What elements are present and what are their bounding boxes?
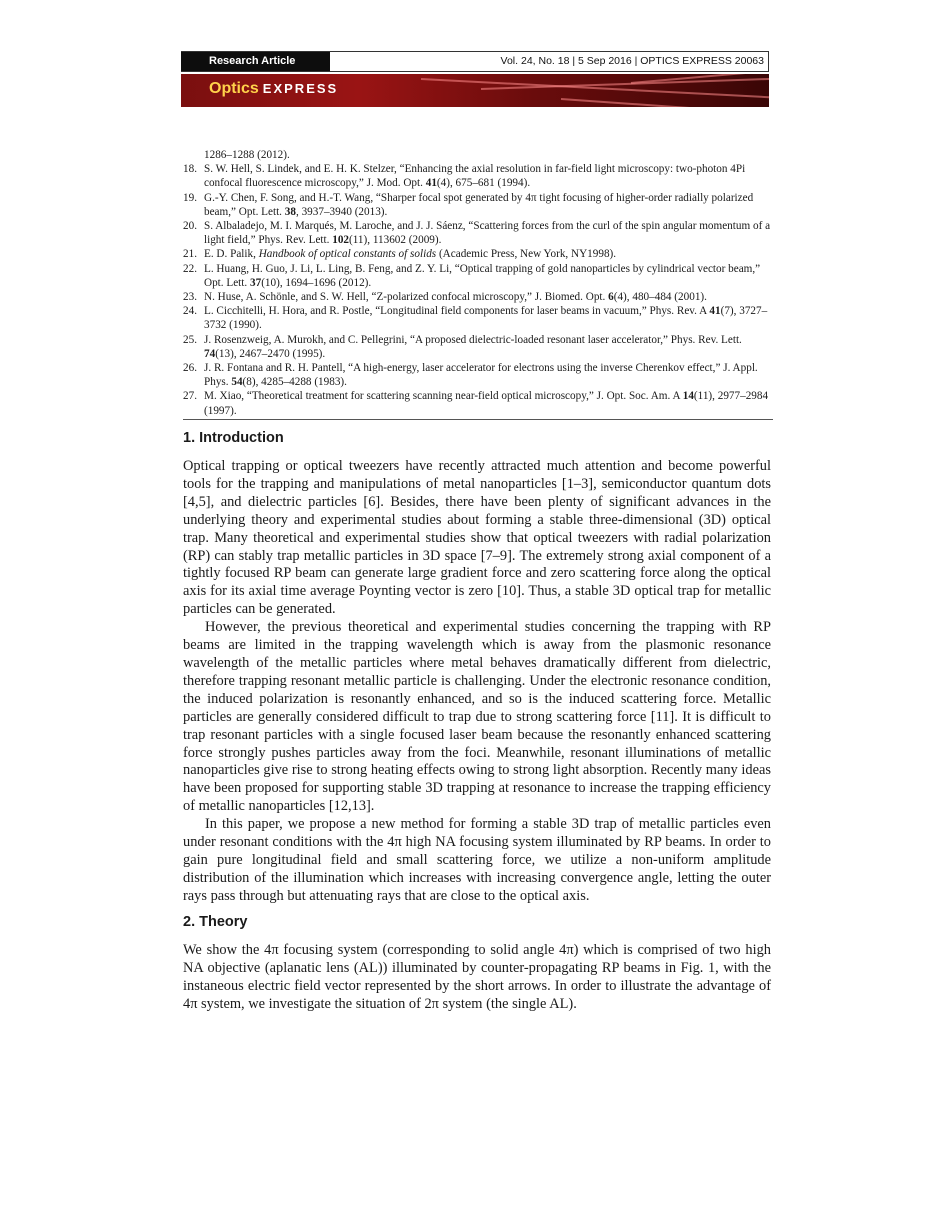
reference-number: 27.: [183, 390, 197, 403]
reference-text: E. D. Palik, Handbook of optical constants of solids (Academic Press, New York, NY1998).: [204, 248, 617, 261]
reference-text: S. W. Hell, S. Lindek, and E. H. K. Stelzer, “Enhancing the axial resolution in far-field light microscopy: two-photon 4Pi confocal fluorescence microscopy,” J. Mod. Opt. 41(4), 675–681 (1994).: [204, 163, 746, 190]
section-heading-theory: 2. Theory: [183, 914, 248, 930]
header-top-bar: [181, 51, 769, 72]
reference-number: 25.: [183, 333, 197, 346]
reference-text: J. Rosenzweig, A. Murokh, and C. Pellegrini, “A proposed dielectric-loaded resonant laser accelerator,” Phys. Rev. Lett. 74(13), 2467–2470 (1995).: [204, 333, 742, 360]
reference-item: [183, 262, 773, 290]
journal-logo: [209, 80, 338, 98]
journal-name-express: EXPRESS: [262, 81, 339, 96]
reference-item: [183, 304, 773, 332]
section-heading-introduction: 1. Introduction: [183, 430, 284, 446]
reference-number: 23.: [183, 291, 197, 304]
reference-item: [183, 162, 773, 190]
intro-paragraph-1: Optical trapping or optical tweezers have recently attracted much attention and become powerful tools for the trapping and manipulations of metal nanoparticles [1–3], semiconductor quantum dots [4,5], and dielectric particles [6]. Besides, there have been plenty of significant advances in the underlying theory and experimental studies about forming a stable three-dimensional (3D) optical trap. Many theoretical and experimental studies show that optical tweezers with radial polarization (RP) can stably trap metallic particles in 3D space [7–9]. The extremely strong axial component of a tightly focused RP beam can generate large gradient force and zero scattering force along the optical axis for its axial time average Poynting vector is zero [10]. Thus, a stable 3D optical trap for metallic particles can be generated.: [183, 458, 771, 618]
reference-text: G.-Y. Chen, F. Song, and H.-T. Wang, “Sharper focal spot generated by 4π tight focusing of higher-order radially polarized beam,” Opt. Lett. 38, 3937–3940 (2013).: [204, 191, 754, 218]
reference-item: [183, 219, 773, 247]
reference-text: N. Huse, A. Schönle, and S. W. Hell, “Z-polarized confocal microscopy,” J. Biomed. Opt. 6(4), 480–484 (2001).: [204, 291, 707, 304]
reference-number: 18.: [183, 163, 197, 176]
reference-item: [183, 333, 773, 361]
references-divider: [183, 419, 773, 420]
intro-paragraph-2: However, the previous theoretical and experimental studies concerning the trapping with RP beams are limited in the trapping wavelength which is away from the plasmonic resonance wavelength of the metallic particles where metal behaves dramatically different from dielectric, therefore trapping resonant metallic particle is challenging. Under the electronic resonance condition, the induced polarization is resonantly enhanced, and so is the induced scattering force. Metallic particles are generally considered difficult to trap due to strong scattering force [11]. It is difficult to trap resonant particles with a single focused laser beam because the resonantly enhanced scattering force strongly pushes particles away from the foci. Meanwhile, resonant illuminations of metallic nanoparticles give rise to strong heating effects owing to strong light absorption. Recently many ideas have been proposed for supporting stable 3D trapping at resonance to increase the trapping efficiency of metallic nanoparticles [12,13].: [183, 619, 771, 815]
reference-text: M. Xiao, “Theoretical treatment for scattering scanning near-field optical microscopy,” J. Opt. Soc. Am. A 14(11), 2977–2984 (1997).: [204, 390, 769, 417]
reference-item: [183, 389, 773, 417]
reference-item: [183, 361, 773, 389]
reference-item: [183, 290, 773, 304]
reference-number: 22.: [183, 262, 197, 275]
reference-number: 26.: [183, 362, 197, 375]
reference-number: 24.: [183, 305, 197, 318]
journal-name-optics: Optics: [209, 80, 259, 97]
reference-text: J. R. Fontana and R. H. Pantell, “A high-energy, laser accelerator for electrons using the inverse Cherenkov effect,” J. Appl. Phys. 54(8), 4285–4288 (1983).: [204, 362, 758, 389]
theory-body: [183, 942, 771, 1014]
reference-text: L. Cicchitelli, H. Hora, and R. Postle, “Longitudinal field components for laser beams in vacuum,” Phys. Rev. A 41(7), 3727–3732 (1990).: [204, 305, 768, 332]
article-type-label: Research Article: [181, 52, 330, 71]
introduction-body: [183, 458, 771, 906]
reference-item: [183, 247, 773, 261]
reference-text: L. Huang, H. Guo, J. Li, L. Ling, B. Feng, and Z. Y. Li, “Optical trapping of gold nanoparticles by cylindrical vector beam,” Opt. Lett. 37(10), 1694–1696 (2012).: [204, 262, 761, 289]
journal-header: [181, 51, 769, 106]
reference-item: [183, 191, 773, 219]
intro-paragraph-3: In this paper, we propose a new method for forming a stable 3D trap of metallic particles even under resonant conditions with the 4π high NA focusing system illuminated by RP beams. In order to gain pure longitudinal field and small scattering force, we utilize a non-uniform amplitude distribution of the illumination which increases with increasing convergence angle, letting the outer rays pass through but attenuating rays that are close to the optical axis.: [183, 816, 771, 904]
reference-number: 21.: [183, 248, 197, 261]
reference-number: 19.: [183, 191, 197, 204]
theory-paragraph-1: We show the 4π focusing system (corresponding to solid angle 4π) which is comprised of two high NA objective (aplanatic lens (AL)) illuminated by counter-propagating RP beams in Fig. 1, with the instaneous electric field vector represented by the short arrows. In order to illustrate the advantage of 4π system, we investigate the situation of 2π system (the single AL).: [183, 942, 771, 1012]
reference-text: S. Albaladejo, M. I. Marqués, M. Laroche, and J. J. Sáenz, “Scattering forces from the curl of the spin angular momentum of a light field,” Phys. Rev. Lett. 102(11), 113602 (2009).: [204, 220, 771, 247]
citation-line: Vol. 24, No. 18 | 5 Sep 2016 | OPTICS EXPRESS 20063: [500, 55, 764, 67]
reference-continuation: 1286–1288 (2012).: [204, 149, 290, 161]
reference-number: 20.: [183, 220, 197, 233]
reference-list: [183, 148, 773, 418]
journal-banner: [181, 74, 769, 107]
